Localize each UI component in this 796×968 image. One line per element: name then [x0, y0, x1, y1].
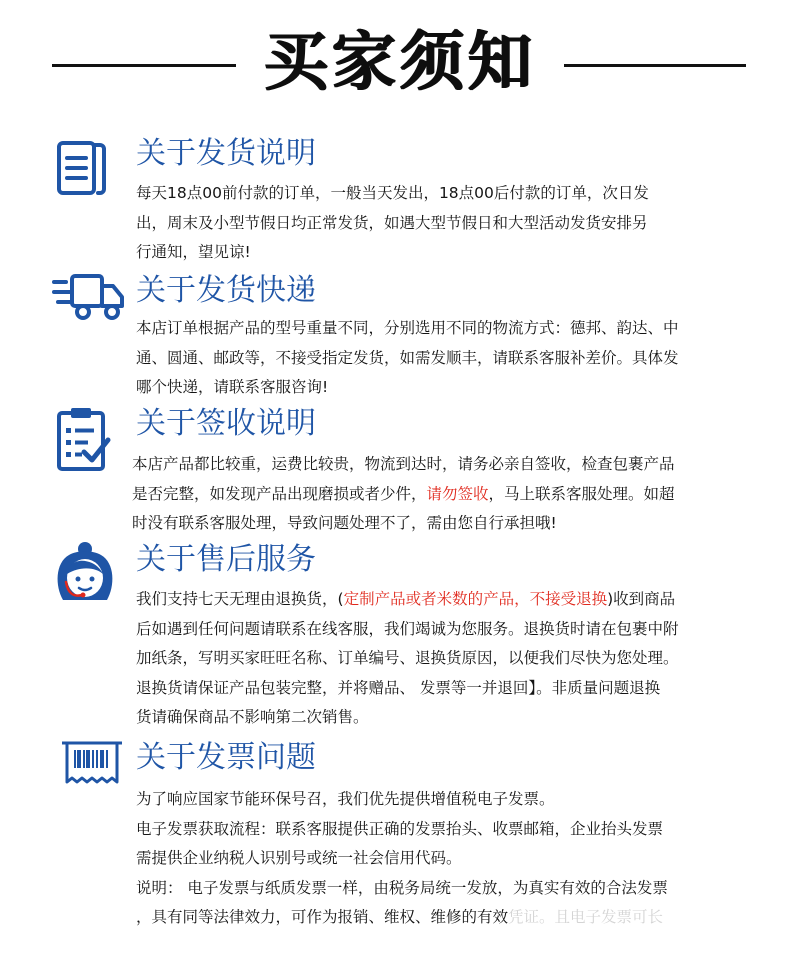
- delivery-truck-icon: [52, 272, 126, 322]
- text-line: 退换货请保证产品包装完整，并将赠品、 发票等一并退回】。非质量问题退换: [136, 678, 661, 697]
- section-text-courier: [136, 314, 679, 403]
- section-text-after-sales: [136, 585, 679, 733]
- customer-service-icon: [52, 540, 118, 606]
- section-text-invoice: [136, 785, 668, 933]
- text-segment: ，具有同等法律效力，可作为报销、维权、维修的有效: [136, 908, 509, 926]
- page-title: 买家须知: [264, 26, 536, 100]
- text-line: 通、圆通、邮政等，不接受指定发货，如需发顺丰，请联系客服补差价。具体发: [136, 348, 679, 367]
- text-line: 电子发票获取流程：联系客服提供正确的发票抬头、收票邮箱，企业抬头发票: [136, 819, 664, 838]
- header-divider-right: [564, 64, 746, 67]
- section-title-invoice: 关于发票问题: [136, 740, 316, 775]
- warning-text: 定制产品或者米数的产品，不接受退换: [343, 590, 608, 608]
- text-line: 出，周末及小型节假日均正常发货，如遇大型节假日和大型活动发货安排另: [136, 213, 648, 232]
- text-line: [136, 585, 679, 615]
- text-line: 货请确保商品不影响第二次销售。: [136, 708, 369, 726]
- text-line: 每天18点00前付款的订单，一般当天发出，18点00后付款的订单，次日发: [136, 184, 649, 202]
- text-line: 哪个快递，请联系客服咨询!: [136, 378, 329, 396]
- text-segment: 我们支持七天无理由退换货，(: [136, 590, 344, 608]
- text-line: 后如遇到任何问题请联系在线客服，我们竭诚为您服务。退换货时请在包裹中附: [136, 619, 679, 638]
- text-segment: 是否完整，如发现产品出现磨损或者少件，: [132, 484, 427, 503]
- faded-text: 凭证。且电子发票可长: [508, 908, 664, 926]
- invoice-icon: [60, 740, 124, 788]
- text-line: [136, 903, 668, 933]
- text-line: 时没有联系客服处理，导致问题处理不了，需由您自行承担哦!: [132, 514, 557, 532]
- text-line: 需提供企业纳税人识别号或统一社会信用代码。: [136, 849, 462, 867]
- text-line: 说明： 电子发票与纸质发票一样，由税务局统一发放，为真实有效的合法发票: [136, 878, 668, 897]
- text-line: 行通知，望见谅!: [136, 243, 251, 261]
- text-line: 加纸条，写明买家旺旺名称、订单编号、退换货原因，以便我们尽快为您处理。: [136, 649, 679, 667]
- text-segment: ，马上联系客服处理。如超: [488, 484, 675, 503]
- warning-text: 请勿签收: [426, 484, 489, 503]
- text-segment: )收到商品: [607, 590, 676, 608]
- text-line: 为了响应国家节能环保号召，我们优先提供增值税电子发票。: [136, 790, 555, 808]
- section-text-shipping: [136, 179, 649, 268]
- text-line: [132, 480, 675, 510]
- section-text-signing: [132, 450, 675, 539]
- section-title-shipping: 关于发货说明: [136, 136, 316, 171]
- section-title-after-sales: 关于售后服务: [136, 542, 316, 577]
- section-title-courier: 关于发货快递: [136, 273, 316, 308]
- text-line: 本店产品都比较重，运费比较贵，物流到达时，请务必亲自签收，检查包裹产品: [132, 455, 675, 473]
- section-title-signing: 关于签收说明: [136, 406, 316, 441]
- text-line: 本店订单根据产品的型号重量不同，分别选用不同的物流方式：德邦、韵达、中: [136, 319, 679, 337]
- document-icon: [54, 139, 110, 199]
- clipboard-check-icon: [56, 406, 112, 472]
- header-divider-left: [52, 64, 236, 67]
